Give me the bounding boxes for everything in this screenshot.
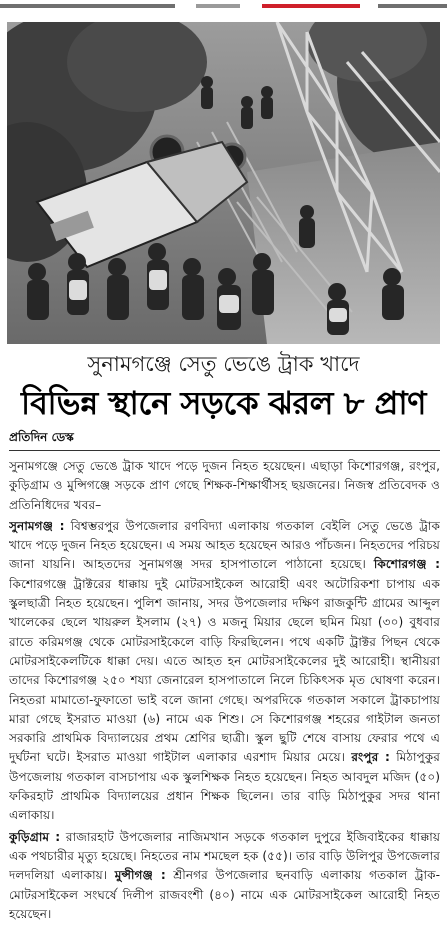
photo-illustration — [7, 22, 440, 344]
divider — [9, 450, 440, 451]
place-kurigram: কুড়িগ্রাম : — [9, 829, 61, 844]
top-bar-gray-right — [378, 4, 447, 8]
text-rangpur: মিঠাপুকুর উপজেলায় গতকাল বাসচাপায় এক স্কুলশিক্ষক নিহত হয়েছেন। নিহত আবদুল মজিদ (৫০) ফকিরহাট প্রাথমিক বিদ্যালয়ের প্রধান শিক্ষক ছিলেন। তার বাড়ি মিঠাপুকুর সদর থানা এলাকায়। — [9, 750, 440, 823]
top-bar-gray-left — [0, 4, 175, 8]
top-bar-red — [262, 4, 360, 8]
top-color-bars — [0, 0, 447, 10]
text-kurigram: রাজারহাট উপজেলার নাজিমখান সড়কে গতকাল দুপুরে ইজিবাইকের ধাক্কায় এক পথচারীর মৃত্যু হয়েছে। নিহতের নাম শমছেল হক (৫৫)। তার বাড়ি উলিপুর উপজেলার দলদলিয়া এলাকায়। — [9, 829, 440, 883]
place-rangpur: রংপুর : — [351, 750, 390, 765]
top-bar-gray-mid — [196, 4, 240, 8]
article-body — [9, 457, 440, 929]
main-headline: বিভিন্ন স্থানে সড়কে ঝরল ৮ প্রাণ — [20, 384, 427, 422]
article-paragraph-main — [9, 517, 440, 826]
news-photo-bridge-collapse — [7, 22, 440, 344]
text-sunamganj: বিশ্বম্ভরপুর উপজেলার রণবিদ্যা এলাকায় গতকাল বেইলি সেতু ভেঙে ট্রাক খাদে পড়ে দুজন নিহত হয়েছেন। এ সময় আহত হয়েছেন আরও পাঁচজন। নিহতদের পরিচয় জানা যায়নি। আহতদের সুনামগঞ্জ সদর হাসপাতালে পাঠানো হয়েছে। — [9, 518, 440, 572]
kicker-subheadline: সুনামগঞ্জে সেতু ভেঙে ট্রাক খাদে — [87, 352, 360, 376]
article-paragraph-intro: সুনামগঞ্জে সেতু ভেঙে ট্রাক খাদে পড়ে দুজন নিহত হয়েছেন। এছাড়া কিশোরগঞ্জ, রংপুর, কুড়িগ্রাম ও মুন্সিগঞ্জে সড়কে প্রাণ গেছে শিক্ষক-শিক্ষার্থীসহ ছয়জনের। নিজস্ব প্রতিবেদক ও প্রতিনিধিদের খবর– — [9, 459, 440, 512]
place-kishoreganj: কিশোরগঞ্জ : — [373, 557, 440, 572]
place-sunamganj: সুনামগঞ্জ : — [9, 518, 65, 533]
place-munshiganj: মুন্সীগঞ্জ : — [114, 868, 166, 883]
text-kishoreganj: কিশোরগঞ্জে ট্রাক্টরের ধাক্কায় দুই মোটরসাইকেল আরোহী এবং অটোরিকশা চাপায় এক স্কুলছাত্রী নিহত হয়েছেন। পুলিশ জানায়, সদর উপজেলার দক্ষিণ রাজকুন্টি গ্রামের আব্দুল খালেকের ছেলে খায়রুল ইসলাম (২৭) ও মজনু মিয়ার ছেলে ছমিন মিয়া (৩০) বুধবার রাতে করিমগঞ্জ থেকে মোটরসাইকেলে বাড়ি ফিরছিলেন। পথে একটি ট্রাক্টর পিছন থেকে মোটরসাইকেলটিকে ধাক্কা দেয়। এতে আহত হন মোটরসাইকেলের দুই আরোহী। স্থানীয়রা তাদের কিশোরগঞ্জ ২৫০ শয্যা জেনারেল হাসপাতালে নিলে চিকিৎসক মৃত ঘোষণা করেন। নিহতরা মামাতো-ফুফাতো ভাই বলে জানা গেছে। অপরদিকে গতকাল সকালে ট্রাকচাপায় মারা গেছে ইসরাত মাওয়া (৬) নামে এক শিশু। সে কিশোরগঞ্জ শহরের গাইটাল জনতা সরকারি প্রাথমিক বিদ্যালয়ের প্রথম শ্রেণির ছাত্রী। স্কুল ছুটি শেষে বাসায় ফেরার পথে এ দুর্ঘটনা ঘটে। ইসরাত মাওয়া গাইটাল এলাকার এরশাদ মিয়ার মেয়ে। — [9, 576, 440, 765]
byline: প্রতিদিন ডেস্ক — [9, 430, 74, 444]
text-munshiganj: শ্রীনগর উপজেলার ছনবাড়ি এলাকায় গতকাল ট্রাক-মোটরসাইকেল সংঘর্ষে দিলীপ রাজবংশী (৪০) নামে এক মোটরসাইকেল আরোহী নিহত হয়েছেন। — [9, 868, 440, 921]
article-paragraph-last — [9, 828, 440, 924]
